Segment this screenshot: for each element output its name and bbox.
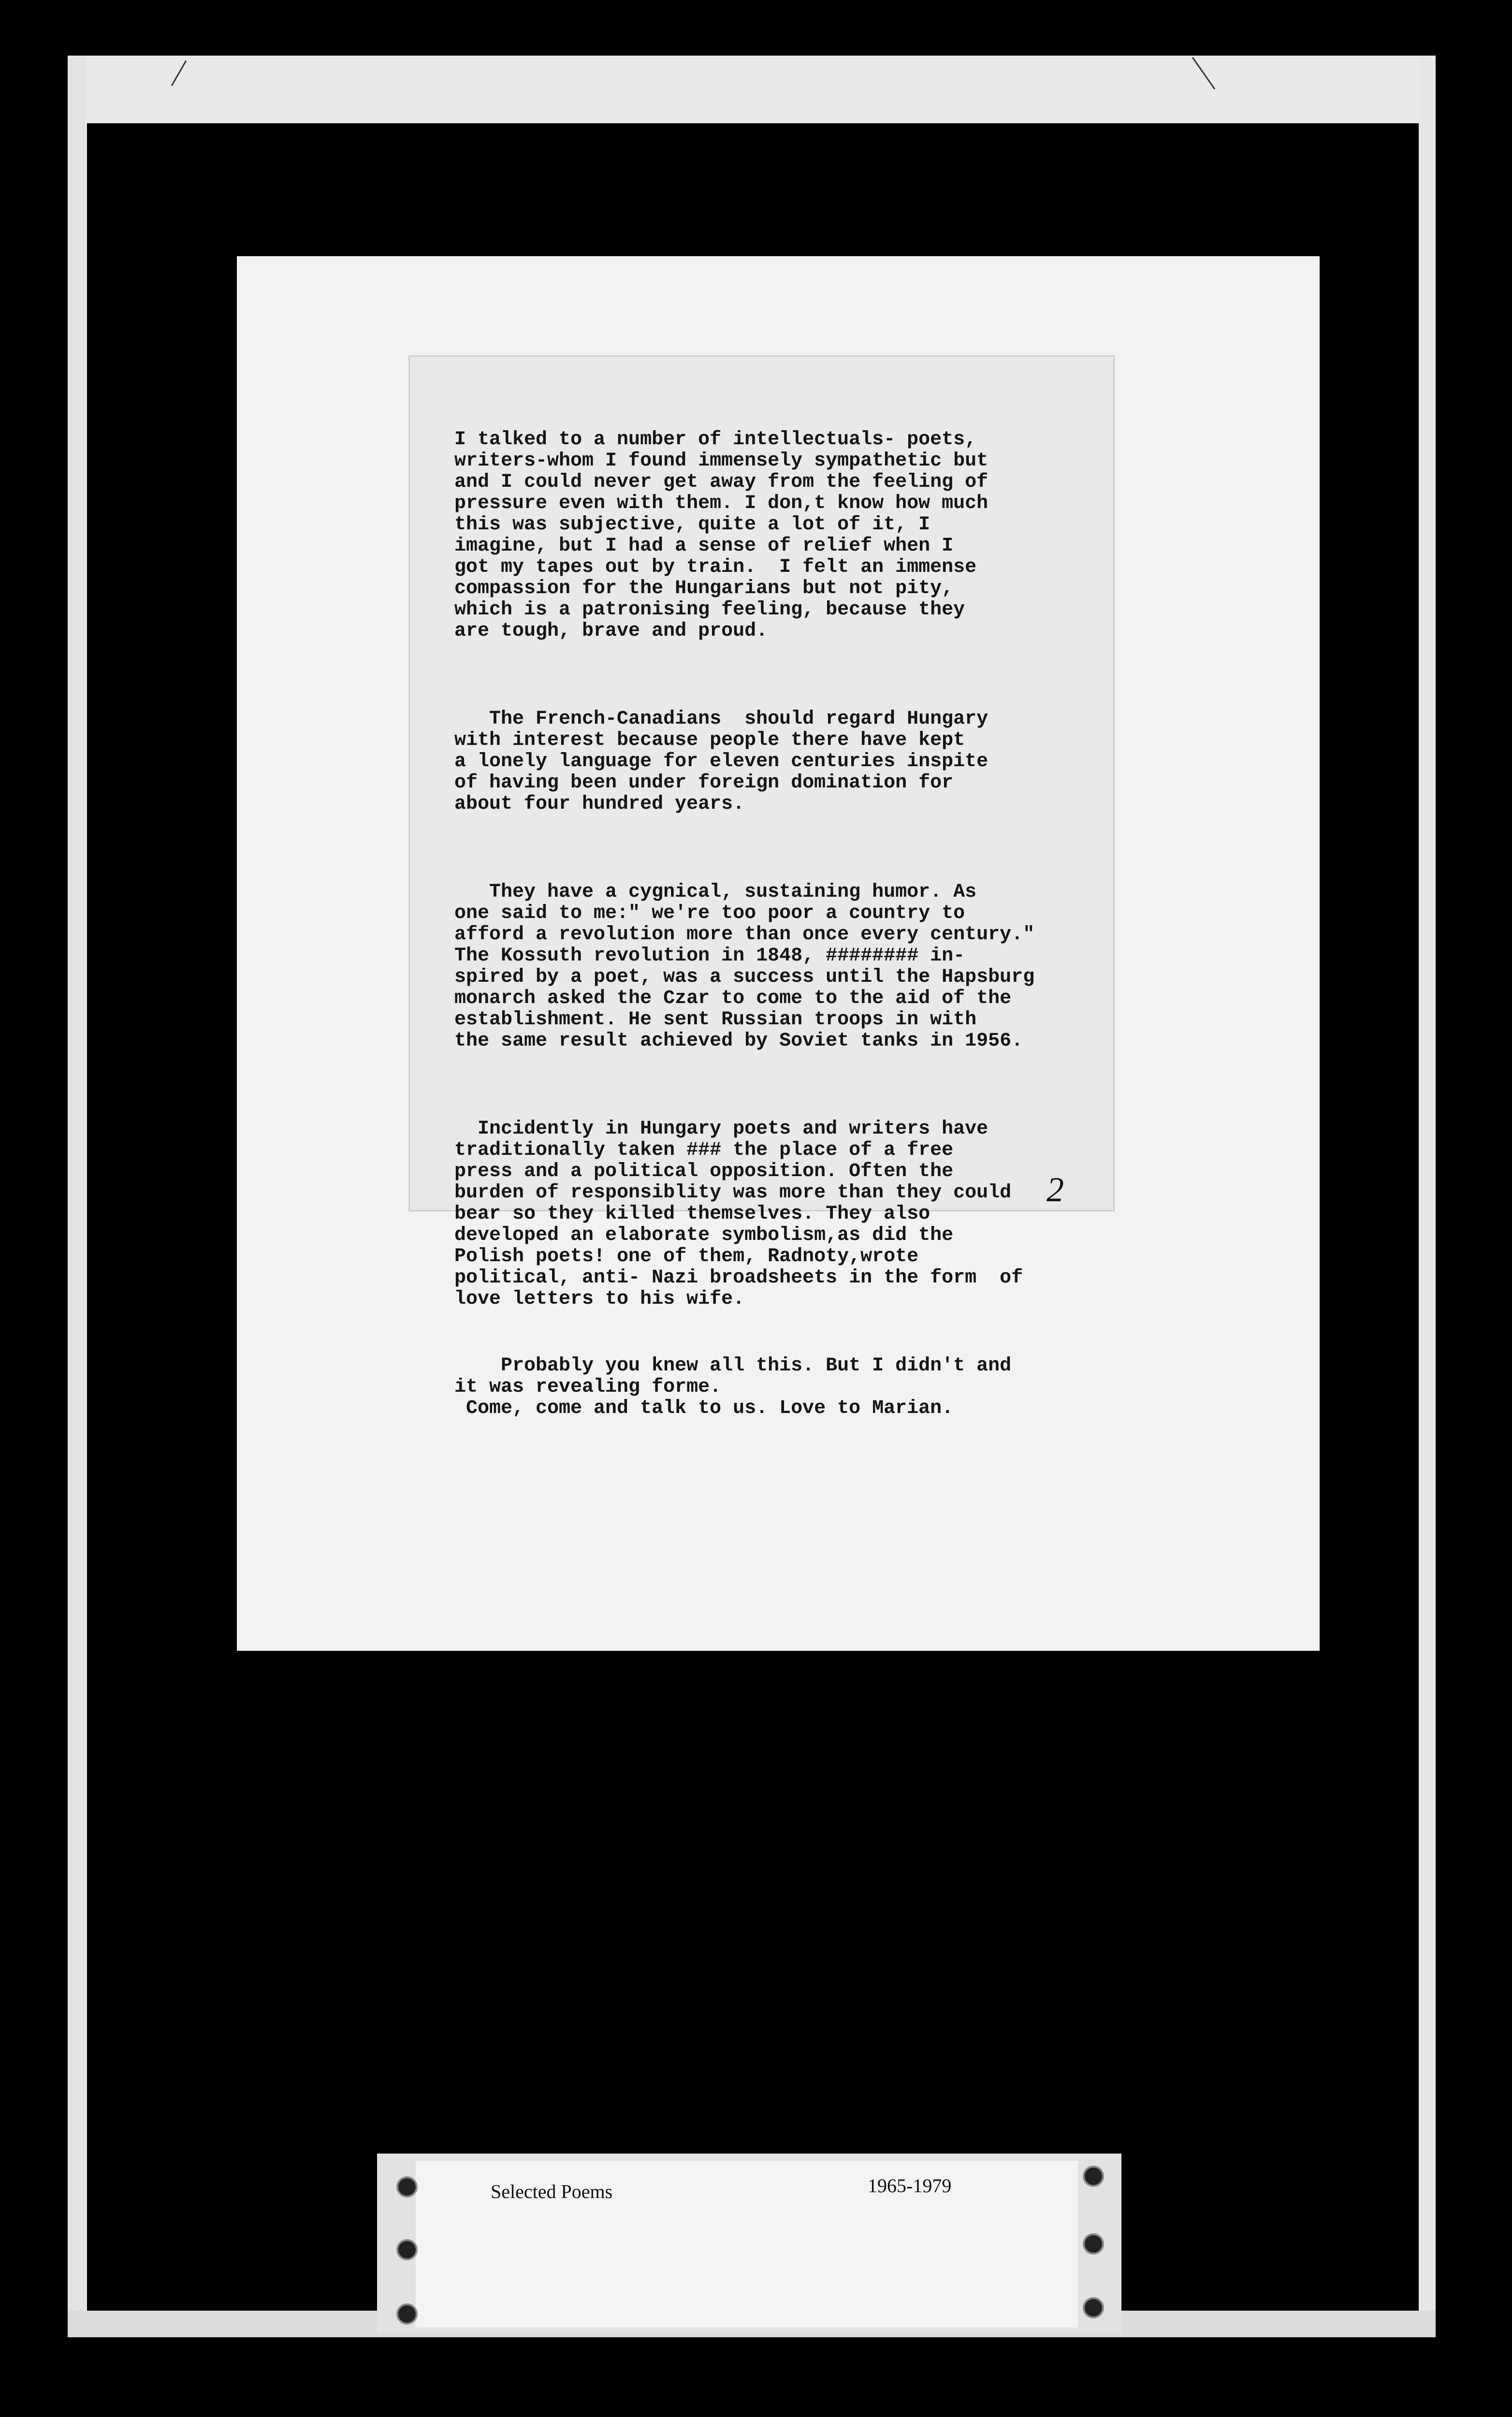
letter-paragraph: Incidently in Hungary poets and writers have traditionally taken ### the place of a free press and a political opposition. Often the burden of responsiblity was more than they could bear so they killed themselves. They also developed an elaborate symbolism,as did the Polish poets! one of them, Radnoty,wrote political, anti- Nazi broadsheets in the form of love letters to his wife. [454,1118,1023,1310]
punch-hole-icon [1083,2297,1104,2318]
letter-paragraph: I talked to a number of intellectuals- poets, writers-whom I found immensely sympathetic but and I could never get away from the feeling of pressure even with them. I don,t know how much this was subjective, quite a lot of it, I imagine, but I had a sense of relief when I got my tapes out by train. I felt an immense compassion for the Hungarians but not pity, which is a patronising feeling, because they are tough, brave and proud. [454,429,989,642]
typed-letter-text [454,387,1092,1441]
microfilm-frame-right [1419,56,1436,2337]
punch-hole-icon [396,2176,418,2198]
page-number: 2 [1047,1170,1064,1209]
punch-hole-icon [1083,2166,1104,2187]
punch-hole-icon [396,2303,418,2325]
archive-label-years: 1965-1979 [868,2175,952,2197]
microfilm-frame-left [68,56,87,2337]
letter-closing: Probably you knew all this. But I didn't and it was revealing forme. Come, come and talk to us. Love to Marian. [454,1355,1012,1419]
archive-label-title: Selected Poems [491,2181,613,2202]
punch-hole-icon [396,2239,418,2260]
punch-hole-icon [1083,2233,1104,2255]
letter-paragraph: The French-Canadians should regard Hungary with interest because people there have kept a lonely language for eleven centuries inspite of having been under foreign domination for about four hundred years. [454,708,989,815]
letter-paragraph: They have a cygnical, sustaining humor. As one said to me:" we're too poor a country to afford a revolution more than once every century." The Kossuth revolution in 1848, ######## in- spired by a poet, was a success until the Hapsburg monarch asked the Czar to come to the aid of the establishment. He sent Russian troops in with the same result achieved by Soviet tanks in 1956. [454,881,1035,1052]
microfilm-frame-top [68,56,1436,123]
